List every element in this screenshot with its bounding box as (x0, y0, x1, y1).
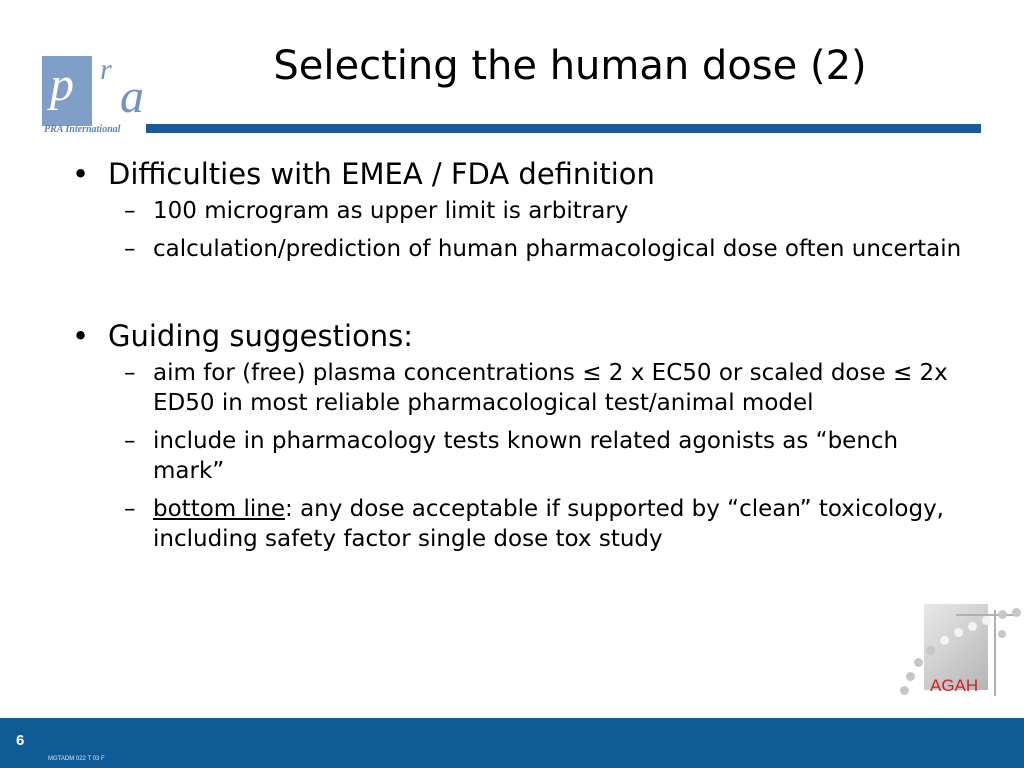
bullet-guiding (72, 316, 972, 356)
agah-dot (926, 646, 935, 655)
sub-item-text: include in pharmacology tests known related agonists as “bench mark” (153, 428, 899, 484)
title-rule (146, 124, 981, 133)
logo-letter-r: r (100, 53, 112, 86)
sub-item-text: calculation/prediction of human pharmacological dose often uncertain (153, 236, 962, 262)
document-code: MGTADM 022 T 03 F (48, 756, 105, 762)
slide-title: Selecting the human dose (2) (273, 43, 867, 89)
footer-bar (0, 718, 1024, 768)
agah-dot (914, 658, 923, 667)
logo-letter-a: a (120, 70, 144, 123)
sub-item (72, 358, 972, 418)
sub-item (72, 426, 972, 486)
dash-icon: – (124, 428, 136, 454)
bullet-icon: • (72, 319, 90, 353)
agah-logo (896, 600, 1024, 700)
dash-icon: – (124, 496, 136, 522)
pra-international-logo (42, 48, 142, 134)
bullet-text: Difficulties with EMEA / FDA definition (108, 157, 655, 191)
sub-item-text: 100 microgram as upper limit is arbitrary (153, 198, 629, 224)
sub-item (72, 196, 972, 226)
agah-dot (968, 622, 977, 631)
sub-list-guiding (72, 358, 972, 554)
bottom-line-label: bottom line (153, 496, 286, 522)
agah-logo-text: AGAH (930, 676, 979, 695)
logo-letter-p: p (50, 58, 74, 111)
agah-dot (998, 630, 1006, 638)
bullet-icon: • (72, 157, 90, 191)
dash-icon: – (124, 236, 136, 262)
agah-vertical-line (994, 610, 996, 696)
sub-item (72, 234, 972, 264)
agah-dot (982, 616, 991, 625)
sub-list-difficulties (72, 196, 972, 264)
bottom-line-text: : any dose acceptable if supported by “clean” toxicology, including safety factor single dose tox study (153, 496, 944, 552)
sub-item-bottom-line (72, 494, 972, 554)
agah-dot (900, 686, 909, 695)
agah-dot (906, 672, 915, 681)
dash-icon: – (124, 198, 136, 224)
bullet-difficulties (72, 154, 972, 194)
bullet-text: Guiding suggestions: (108, 319, 414, 353)
dash-icon: – (124, 360, 136, 386)
agah-dot (954, 628, 963, 637)
logo-company-name: PRA International (44, 124, 121, 135)
agah-dot (940, 636, 949, 645)
agah-dot (998, 610, 1007, 619)
slide-content (72, 154, 972, 562)
spacer (72, 272, 972, 316)
sub-item-text: aim for (free) plasma concentrations ≤ 2 x EC50 or scaled dose ≤ 2x ED50 in most reliable pharmacological test/animal model (153, 360, 948, 416)
agah-dot (1012, 608, 1021, 617)
page-number: 6 (16, 732, 25, 749)
